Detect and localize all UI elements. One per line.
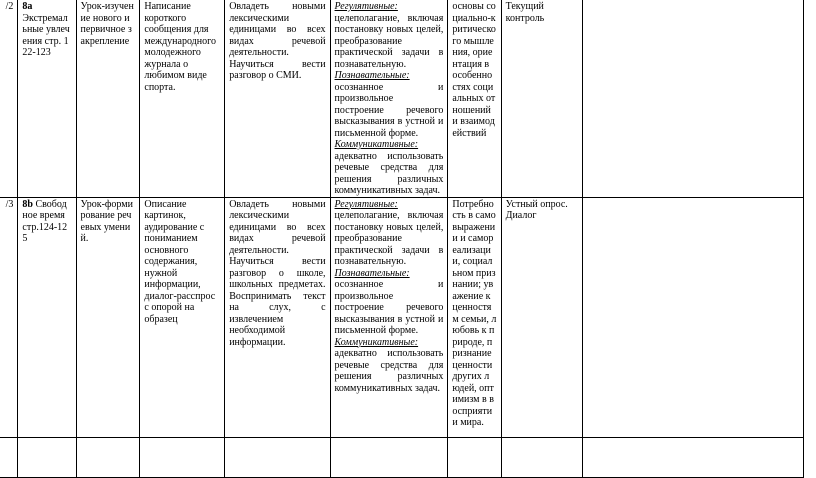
empty-cell bbox=[225, 437, 330, 477]
empty-cell bbox=[501, 437, 582, 477]
personal-results-cell: основы социально-критического мышления, ориентация в особенностях социальных отношений и взаимодействий bbox=[448, 0, 501, 197]
lesson-title: Свободное время стр.124-125 bbox=[22, 198, 68, 244]
table-row bbox=[0, 437, 804, 477]
empty-cell bbox=[583, 437, 804, 477]
empty-cell bbox=[140, 437, 225, 477]
empty-cell bbox=[0, 437, 18, 477]
lesson-code: 8b bbox=[22, 198, 33, 210]
empty-cell bbox=[18, 437, 76, 477]
control-cell: Текущий контроль bbox=[501, 0, 582, 197]
subject-results-cell: Овладеть новыми лексическими единицами во всех видах речевой деятельности. Научиться вести разговор о школе, школьных предметах. Воспринимать текст на слух, с извлечением необходимой информации. bbox=[225, 197, 330, 437]
uud-cognitive-title: Познавательные: bbox=[334, 70, 410, 81]
uud-cell bbox=[330, 197, 448, 437]
empty-cell bbox=[76, 437, 140, 477]
uud-communicative-text: адекватно использовать речевые средства для решения различных коммуникативных задач. bbox=[334, 150, 444, 196]
personal-results-cell: Потребность в самовыражении и самореализации, социальном признании; уважение к ценностям семьи, любовь к природе, признание ценности других людей, оптимизм в восприятии мира. bbox=[448, 197, 501, 437]
row-number: /3 bbox=[0, 197, 18, 437]
lesson-title-cell bbox=[18, 0, 76, 197]
activity-cell: Написание короткого сообщения для международного молодежного журнала о любимом виде спорта. bbox=[140, 0, 225, 197]
uud-communicative-title: Коммуникативные: bbox=[334, 139, 419, 150]
table-row bbox=[0, 0, 804, 197]
activity-cell: Описание картинок, аудирование с пониманием основного содержания, нужной информации, диалог-расспрос с опорой на образец bbox=[140, 197, 225, 437]
subject-results-cell: Овладеть новыми лексическими единицами во всех видах речевой деятельности. Научиться вести разговор о СМИ. bbox=[225, 0, 330, 197]
lesson-type-cell: Урок-формирование речевых умений. bbox=[76, 197, 140, 437]
uud-communicative-title: Коммуникативные: bbox=[334, 336, 419, 348]
row-number: /2 bbox=[0, 0, 18, 197]
empty-cell bbox=[330, 437, 448, 477]
uud-cognitive-title: Познавательные: bbox=[334, 267, 410, 279]
lesson-type-cell: Урок-изучение нового и первичное закрепление bbox=[76, 0, 140, 197]
uud-regulatory-text: целеполагание, включая постановку новых целей, преобразование практической задачи в познавательную. bbox=[334, 12, 444, 70]
empty-cell bbox=[583, 197, 804, 437]
table-row bbox=[0, 197, 804, 437]
empty-cell bbox=[583, 0, 804, 197]
uud-regulatory-title: Регулятивные: bbox=[334, 198, 398, 210]
uud-cognitive-text: осознанное и произвольное построение речевого высказывания в устной и письменной форме. bbox=[334, 279, 444, 336]
uud-regulatory-text: целеполагание, включая постановку новых целей, преобразование практической задачи в познавательную. bbox=[334, 210, 444, 267]
uud-regulatory-title: Регулятивные: bbox=[334, 1, 398, 12]
uud-communicative-text: адекватно использовать речевые средства для решения различных коммуникативных задач. bbox=[334, 348, 444, 394]
empty-cell bbox=[448, 437, 501, 477]
lesson-title: Экстремальные увлечения стр. 122-123 bbox=[22, 12, 70, 58]
uud-cell bbox=[330, 0, 448, 197]
lesson-title-cell bbox=[18, 197, 76, 437]
control-cell: Устный опрос. Диалог bbox=[501, 197, 582, 437]
uud-cognitive-text: осознанное и произвольное построение речевого высказывания в устной и письменной форме. bbox=[334, 81, 444, 139]
lesson-code: 8a bbox=[22, 1, 33, 12]
